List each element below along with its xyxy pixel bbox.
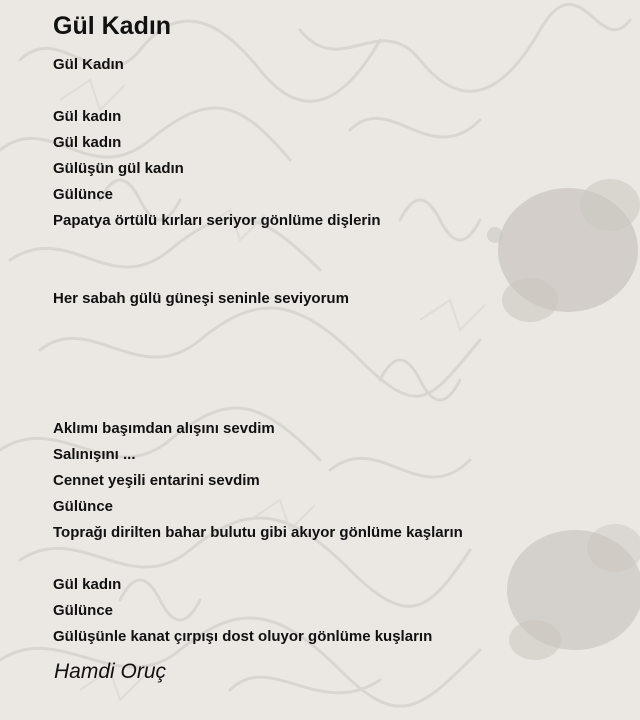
poem-line: Aklımı başımdan alışını sevdim — [53, 420, 275, 437]
poem-line: Gül kadın — [53, 108, 122, 125]
poem-blank-line — [53, 312, 623, 338]
poem-line: Salınışını ... — [53, 446, 136, 463]
poem-line: Gülünce — [53, 602, 114, 619]
poem-line: Papatya örtülü kırları seriyor gönlüme dişlerin — [53, 212, 381, 229]
poem-line: Cennet yeşili entarini sevdim — [53, 472, 260, 489]
poem-blank-line — [53, 546, 623, 572]
poem-blank-line — [53, 234, 623, 260]
poem-blank-line — [53, 260, 623, 286]
poem-line: Gülüşünle kanat çırpışı dost oluyor gönlüme kuşların — [53, 628, 433, 645]
poem-blank-line — [53, 338, 623, 364]
poem-line: Toprağı dirilten bahar bulutu gibi akıyor gönlüme kaşların — [53, 524, 463, 541]
poem-blank-line — [53, 390, 623, 416]
poem-line: Gül kadın — [53, 576, 122, 593]
poem-blank-line — [53, 364, 623, 390]
poem-line: Gülünce — [53, 186, 114, 203]
poem-title: Gül Kadın — [53, 12, 172, 40]
poem-line: Gül kadın — [53, 134, 122, 151]
author-name: Hamdi Oruç — [54, 660, 167, 683]
poem-body — [53, 52, 623, 650]
poem-line: Gülünce — [53, 498, 114, 515]
poem-line: Gül Kadın — [53, 56, 124, 73]
poem-line: Her sabah gülü güneşi seninle seviyorum — [53, 290, 349, 307]
poem-blank-line — [53, 78, 623, 104]
poem-line: Gülüşün gül kadın — [53, 160, 184, 177]
